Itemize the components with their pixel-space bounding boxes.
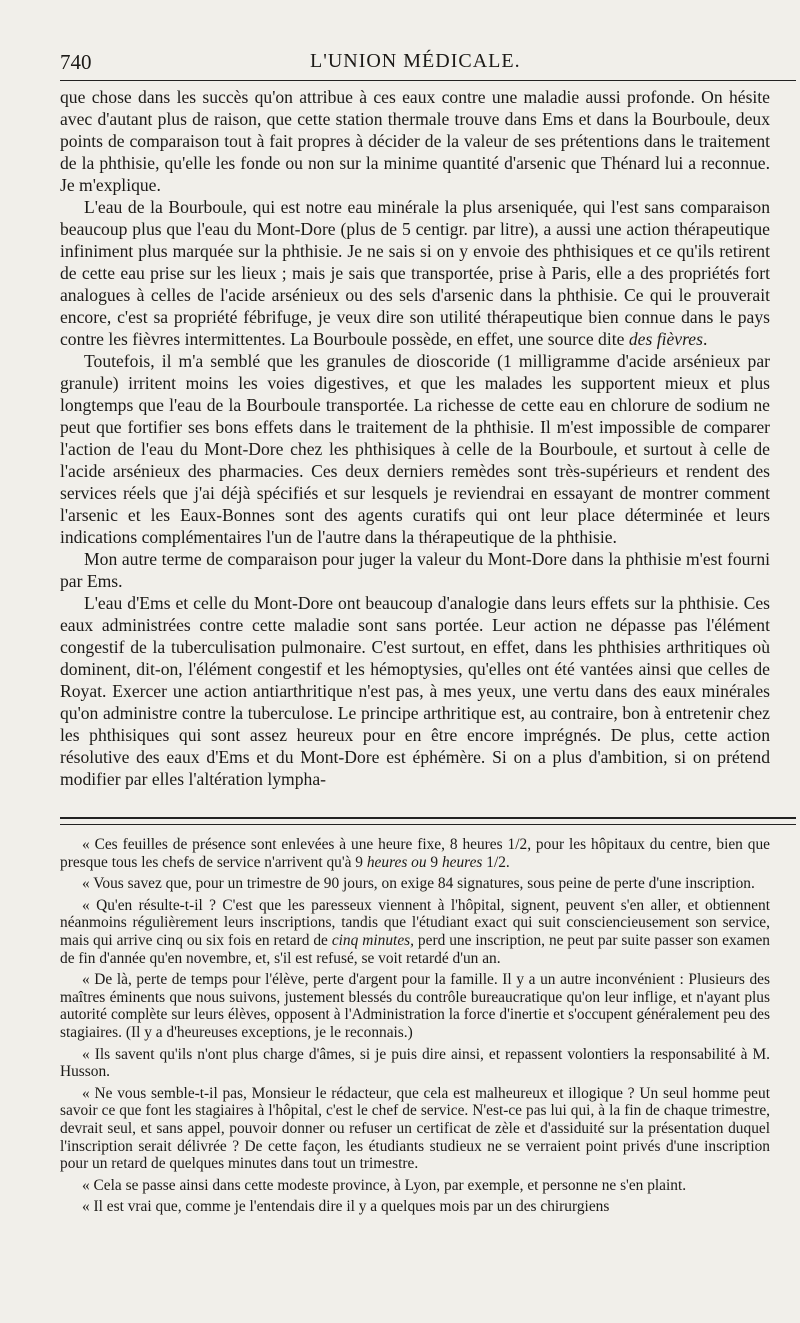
footnote-text: 1/2. xyxy=(482,853,510,871)
footnote-text: perd une inscription, ne peut par suite passer son examen de fin d'année qu'en novembre, et, s'il est refusé, se voit retardé d'un an. xyxy=(60,931,770,967)
header-rule xyxy=(60,80,796,81)
paragraph: L'eau d'Ems et celle du Mont-Dore ont beaucoup d'analogie dans leurs effets sur la phthisie. Ces eaux administrées contre cette maladie sont sans portée. Leur action ne dépasse pas l'élément congestif de la tuberculisation pulmonaire. C'est surtout, en effet, dans les phthisies arthritiques où dominent, dit-on, l'élément congestif et les hémoptysies, qu'elles ont été vantées ainsi que celles de Royat. Exercer une action antiarthritique n'est pas, à mes yeux, une vertu dans des eaux minérales qu'on administre contre la tuberculose. Le principe arthritique est, au contraire, bon à entretenir chez les phthisiques qui sont assez heureux pour en être encore imprégnés. De plus, cette action résolutive des eaux d'Ems et du Mont-Dore est éphémère. Si on a plus d'ambition, si on prétend modifier par elles l'altération lympha- xyxy=(60,593,770,789)
footnote xyxy=(60,836,770,871)
paragraph: que chose dans les succès qu'on attribue à ces eaux contre une maladie aussi profonde. On hésite avec d'autant plus de raison, que cette station thermale trouve dans Ems et dans la Bourboule, deux points de comparaison tout à fait propres à décider de la valeur de ses prétentions dans le traitement de la phthisie, qu'elle les fonde ou non sur la minime quantité d'arsenic que Thénard lui a reconnue. Je m'explique. xyxy=(60,87,770,195)
page-header xyxy=(60,46,770,76)
paragraph-end: . xyxy=(702,329,708,349)
italic-term: heures xyxy=(441,853,483,871)
footnote-text: 9 xyxy=(426,853,442,871)
paragraph-text: L'eau de la Bourboule, qui est notre eau minérale la plus arseniquée, qui l'est sans comparaison beaucoup plus que l'eau du Mont-Dore (plus de 5 centigr. par litre), a aussi une action thérapeutique infiniment plus marquée sur la phthisie. Je ne sais si on y envoie des phthisiques et ce qu'ils retirent de cette eau prise sur les lieux ; mais je sais que transportée, prise à Paris, elle a des propriétés fort analogues à celles de l'acide arsénieux ou des sels d'arsenic dans la phthisie. Ce qui le prouverait encore, c'est sa propriété fébrifuge, je veux dire son utilité thérapeutique bien connue dans le pays contre les fièvres intermittentes. La Bourboule possède, en effet, une source dite xyxy=(60,197,770,349)
running-title: L'UNION MÉDICALE. xyxy=(310,50,521,72)
footnote xyxy=(60,897,770,967)
paragraph: Mon autre terme de comparaison pour juger la valeur du Mont-Dore dans la phthisie m'est fourni par Ems. xyxy=(60,549,770,591)
paragraph: Toutefois, il m'a semblé que les granules de dioscoride (1 milligramme d'acide arsénieux par granule) irritent moins les voies digestives, et que les malades les supportent mieux et plus longtemps que l'eau de la Bourboule transportée. La richesse de cette eau en chlorure de sodium ne peut que fortifier ses bons effets dans le traitement de la phthisie. Il m'est impossible de comparer l'action de l'eau du Mont-Dore chez les phthisiques à celle de la Bourboule, et surtout à celle de l'acide arsénieux des pharmacies. Ces deux derniers remèdes sont très-supérieurs et rendent des services réels que j'ai déjà spécifiés et sur lesquels je reviendrai en essayant de montrer comment l'arsenic et les Eaux-Bonnes sont des agents curatifs qui ont leur place déterminée et leurs indications complémentaires l'un de l'autre dans la thérapeutique de la phthisie. xyxy=(60,351,770,547)
paragraph xyxy=(60,196,770,350)
footnote: « Ne vous semble-t-il pas, Monsieur le rédacteur, que cela est malheureux et illogique ? Un seul homme peut savoir ce que font les stagiaires à l'hôpital, c'est le chef de service. N'est-ce pas lui qui, à la fin de chaque trimestre, devrait seul, et sans appel, pouvoir donner ou refuser un certificat de zèle et d'assiduité sur la présentation duquel l'inscription serait délivrée ? De cette façon, les étudiants studieux ne se verraient point privés d'une inscription pour un retard de quelques minutes dans tout un trimestre. xyxy=(60,1084,770,1173)
italic-term: heures ou xyxy=(366,853,427,871)
footnote: « Vous savez que, pour un trimestre de 90 jours, on exige 84 signatures, sous peine de perte d'une inscription. xyxy=(82,875,755,893)
italic-term: cinq minutes, xyxy=(331,931,414,949)
footnote: « Cela se passe ainsi dans cette modeste province, à Lyon, par exemple, et personne ne s'en plaint. xyxy=(82,1176,687,1194)
footnote-separator xyxy=(60,817,796,825)
footnote-text: « Qu'en résulte-t-il ? C'est que les paresseux viennent à l'hôpital, signent, peuvent s'en aller, et obtiennent néanmoins régulièrement leurs inscriptions, tandis que l'étudiant exact qui suit consciencieusement son service, mais qui arrive cinq ou six fois en retard de xyxy=(60,896,770,949)
footnote: « De là, perte de temps pour l'élève, perte d'argent pour la famille. Il y a un autre inconvénient : Plusieurs des maîtres éminents que nous suivons, justement blessés du contrôle bureaucratique qu'on leur inflige, et n'ayant plus autorité complète sur leurs élèves, opposent à l'Administration la force d'inertie et s'occupent généralement peu des stagiaires. (Il y a d'heureuses exceptions, je le reconnais.) xyxy=(60,971,770,1041)
italic-term: des fièvres xyxy=(628,329,703,349)
footnote: « Il est vrai que, comme je l'entendais dire il y a quelques mois par un des chirurgiens xyxy=(82,1198,610,1216)
main-text xyxy=(60,86,770,790)
page-number: 740 xyxy=(60,50,92,74)
footnote: « Ils savent qu'ils n'ont plus charge d'âmes, si je puis dire ainsi, et repassent volontiers la responsabilité à M. Husson. xyxy=(60,1045,770,1081)
footnotes xyxy=(60,836,770,1220)
footnote-text: « Ces feuilles de présence sont enlevées à une heure fixe, 8 heures 1/2, pour les hôpitaux du centre, bien que presque tous les chefs de service n'arrivent qu'à 9 xyxy=(60,836,770,871)
